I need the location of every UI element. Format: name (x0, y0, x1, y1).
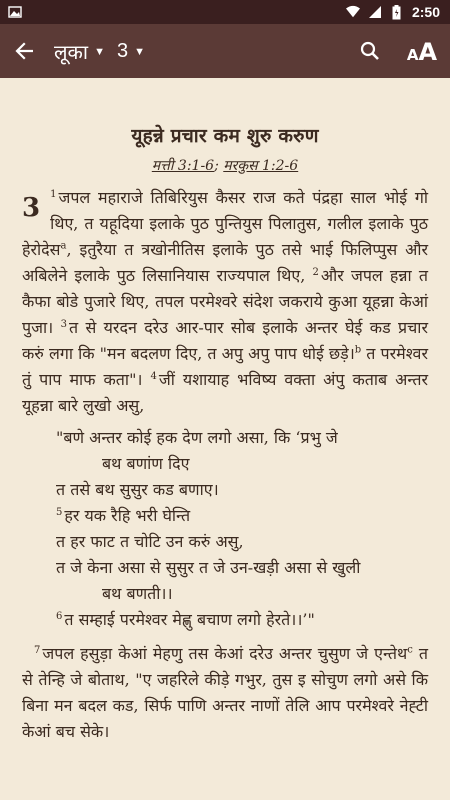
poetry-line: त तसे बथ सुसुर कड बणाए। (56, 480, 219, 499)
verse-number: 7 (34, 644, 41, 656)
verse-text: त से तेन्हि जे बोताथ, "ए जहरिले कीड़े गभुर, तुस इ सोचुण लगो असे कि बिना मन बदल कड, सिर्फ पाणि अन्तर नाणों तेलि आप परमेश्वरे नेह्टी केआं बच सेके। (22, 644, 428, 741)
text-size-icon: AA (406, 38, 438, 66)
verse-text: त से यरदन दरेउ आर-पार सोब इलाके अन्तर घेई कड प्रचार करुं लगा कि "मन बदलण दिए, त अपु अपु पाप धोई छड़े। (22, 318, 428, 363)
search-button[interactable] (346, 24, 394, 78)
footnote-marker[interactable]: c (407, 644, 413, 656)
footnote-marker[interactable]: a (60, 240, 67, 252)
poetry-line (22, 607, 428, 633)
ref-separator: ; (214, 158, 224, 174)
battery-icon (390, 5, 404, 19)
verse-number: 6 (56, 610, 63, 622)
verse-number: 2 (312, 266, 319, 278)
poetry-line: त जे केना असा से सुसुर त जे उन-खड़ी असा से खुली (56, 558, 361, 577)
poetry-line: बथ बणांण दिए (102, 454, 190, 473)
paragraph (22, 641, 428, 745)
chapter-number: 3 (22, 193, 41, 223)
signal-icon (368, 5, 382, 19)
text-size-button[interactable] (394, 24, 450, 78)
poetry-text: हर यक रैहि भरी घेन्ति (64, 506, 191, 525)
status-bar (0, 0, 450, 24)
back-arrow-icon (15, 42, 33, 60)
wifi-icon (346, 5, 360, 19)
poetry-text: त सम्हाई परमेश्वर मेह्णु बचाण लगो हेरते।।’" (64, 610, 315, 629)
chapter-content (0, 78, 450, 800)
verse-number: 1 (50, 188, 57, 200)
cross-reference-link[interactable]: मरकुस 1:2-6 (223, 158, 299, 174)
section-title: यूहन्ने प्रचार कम शुरु करुण (131, 125, 319, 147)
verse-number: 4 (150, 370, 157, 382)
book-selector[interactable] (48, 24, 111, 78)
chevron-down-icon: ▼ (134, 46, 146, 58)
verse-text: जपल महाराजे तिबिरियुस कैसर राज कते पंद्रहा साल भोई गो थिए, त यहूदिया इलाके पुठ पुन्तियुस पिलातुस, गलील इलाके पुठ हेरोदेस (22, 188, 428, 259)
chapter-selector[interactable] (111, 24, 151, 78)
poetry-line: बथ बणती।। (102, 584, 173, 603)
poetry-block (22, 425, 428, 633)
verse-text: , इतुरैया त त्रखोनीतिस इलाके पुठ तसे भाई फिलिप्पुस और अबिलेने इलाके पुठ लिसानियास राज्यपाल थिए, (22, 240, 428, 285)
back-button[interactable] (0, 24, 48, 78)
image-notification-icon (8, 5, 22, 19)
chevron-down-icon: ▼ (94, 46, 105, 58)
verse-text: जीं यशायाह भविष्य वक्ता अंपु कताब अन्तर यूहन्ना बारे लुखो असु, (22, 370, 428, 415)
book-name: लूका (54, 41, 89, 64)
paragraph (22, 185, 428, 419)
footnote-marker[interactable]: b (354, 344, 362, 356)
chapter-label: 3 (117, 39, 129, 62)
verse-text: जपल हसुड़ा केआं मेहणु तस केआं दरेउ अन्तर चुसुण जे एन्तेथ (42, 644, 408, 663)
verse-number: 3 (60, 318, 67, 330)
search-icon (360, 41, 380, 61)
poetry-line: "बणे अन्तर कोई हक देण लगो असा, कि ‘प्रभु जे (56, 428, 338, 447)
verse-text: और जपल हन्ना त कैफा बोडे पुजारे थिए, तपल परमेश्वरे संदेश जकराये कुआ यूहन्ना केआं पुजा। (22, 266, 428, 337)
poetry-line: त हर फाट त चोटि उन करुं असु, (56, 532, 244, 551)
verse-number: 5 (56, 506, 63, 518)
verse-text: त परमेश्वर तुं पाप माफ कता"। (22, 344, 428, 389)
app-bar (0, 24, 450, 78)
cross-reference-link[interactable]: मत्ती 3:1-6 (151, 158, 215, 174)
cross-references (22, 156, 428, 175)
status-time: 2:50 (411, 4, 440, 20)
poetry-line (22, 503, 428, 529)
